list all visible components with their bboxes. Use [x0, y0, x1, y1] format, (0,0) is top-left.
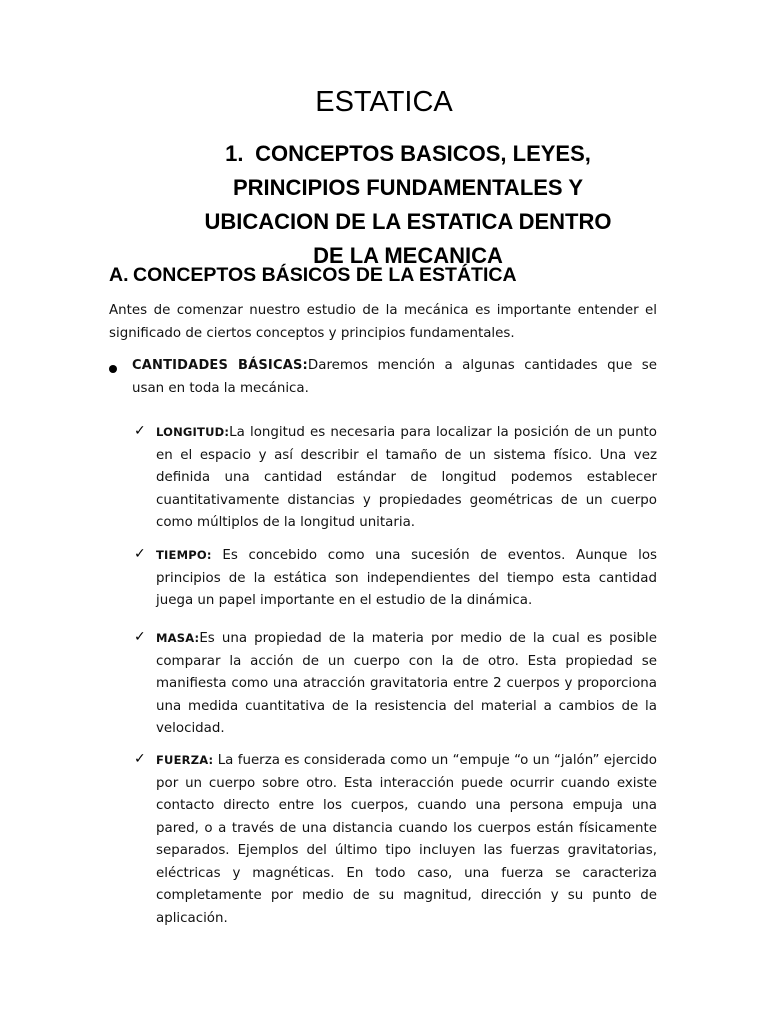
- item-term: FUERZA:: [156, 753, 214, 767]
- item-term: LONGITUD:: [156, 425, 230, 439]
- section-number: 1.: [225, 141, 244, 166]
- checkmark-icon: ✓: [134, 751, 146, 767]
- subsection-heading: [109, 261, 517, 289]
- bullet-term: CANTIDADES BÁSICAS:: [132, 358, 308, 373]
- section-heading-line: UBICACION DE LA ESTATICA DENTRO: [204, 209, 612, 234]
- item-term: TIEMPO:: [156, 548, 212, 562]
- item-text: Es una propiedad de la materia por medio de la cual es posible comparar la acción de un cuerpo con la de otro. Esta propiedad se manifiesta como una atracción gravitatoria entre 2 cuerpos y proporciona una medida cuantitativa de la resistencia del material a cambios de la velocidad.: [156, 631, 657, 736]
- list-item-fuerza: [156, 749, 657, 930]
- section-heading-line: DE LA MECANICA: [313, 243, 503, 268]
- checkmark-icon: ✓: [134, 546, 146, 562]
- section-heading-line: 1. CONCEPTOS BASICOS, LEYES,: [168, 137, 648, 171]
- intro-paragraph: Antes de comenzar nuestro estudio de la mecánica es importante entender el significado de ciertos conceptos y principios fundamentales.: [109, 303, 657, 341]
- bullet-paragraph: [132, 355, 657, 400]
- document-title: ESTATICA: [315, 86, 453, 118]
- subsection-title: CONCEPTOS BÁSICOS DE LA ESTÁTICA: [133, 264, 517, 286]
- bullet-icon: [109, 365, 117, 373]
- list-item-longitud: [156, 421, 657, 535]
- subsection-letter: A.: [109, 264, 129, 286]
- section-heading-line: PRINCIPIOS FUNDAMENTALES Y: [233, 175, 583, 200]
- item-text: La longitud es necesaria para localizar la posición de un punto en el espacio y así describir el tamaño de un sistema físico. Una vez definida una cantidad estándar de longitud podemos establecer cuantitativamente distancias y propiedades geométricas de un cuerpo como múltiplos de la longitud unitaria.: [156, 425, 657, 530]
- item-text: Es concebido como una sucesión de eventos. Aunque los principios de la estática son independientes del tiempo esta cantidad juega un papel importante en el estudio de la dinámica.: [156, 548, 657, 608]
- checkmark-icon: ✓: [134, 629, 146, 645]
- item-text: La fuerza es considerada como un “empuje “o un “jalón” ejercido por un cuerpo sobre otro. Esta interacción puede ocurrir cuando existe contacto directo entre los cuerpos, cuando una persona empuja una pared, o a través de una distancia cuando los cuerpos están físicamente separados. Ejemplos del último tipo incluyen las fuerzas gravitatorias, eléctricas y magnéticas. En todo caso, una fuerza se caracteriza completamente por medio de su magnitud, dirección y su punto de aplicación.: [156, 753, 657, 926]
- list-item-tiempo: [156, 544, 657, 613]
- list-item-masa: [156, 627, 657, 741]
- bullet-text: Daremos mención a algunas cantidades que se usan en toda la mecánica.: [132, 358, 657, 396]
- item-term: MASA:: [156, 631, 200, 645]
- section-heading: [168, 137, 648, 273]
- checkmark-icon: ✓: [134, 423, 146, 439]
